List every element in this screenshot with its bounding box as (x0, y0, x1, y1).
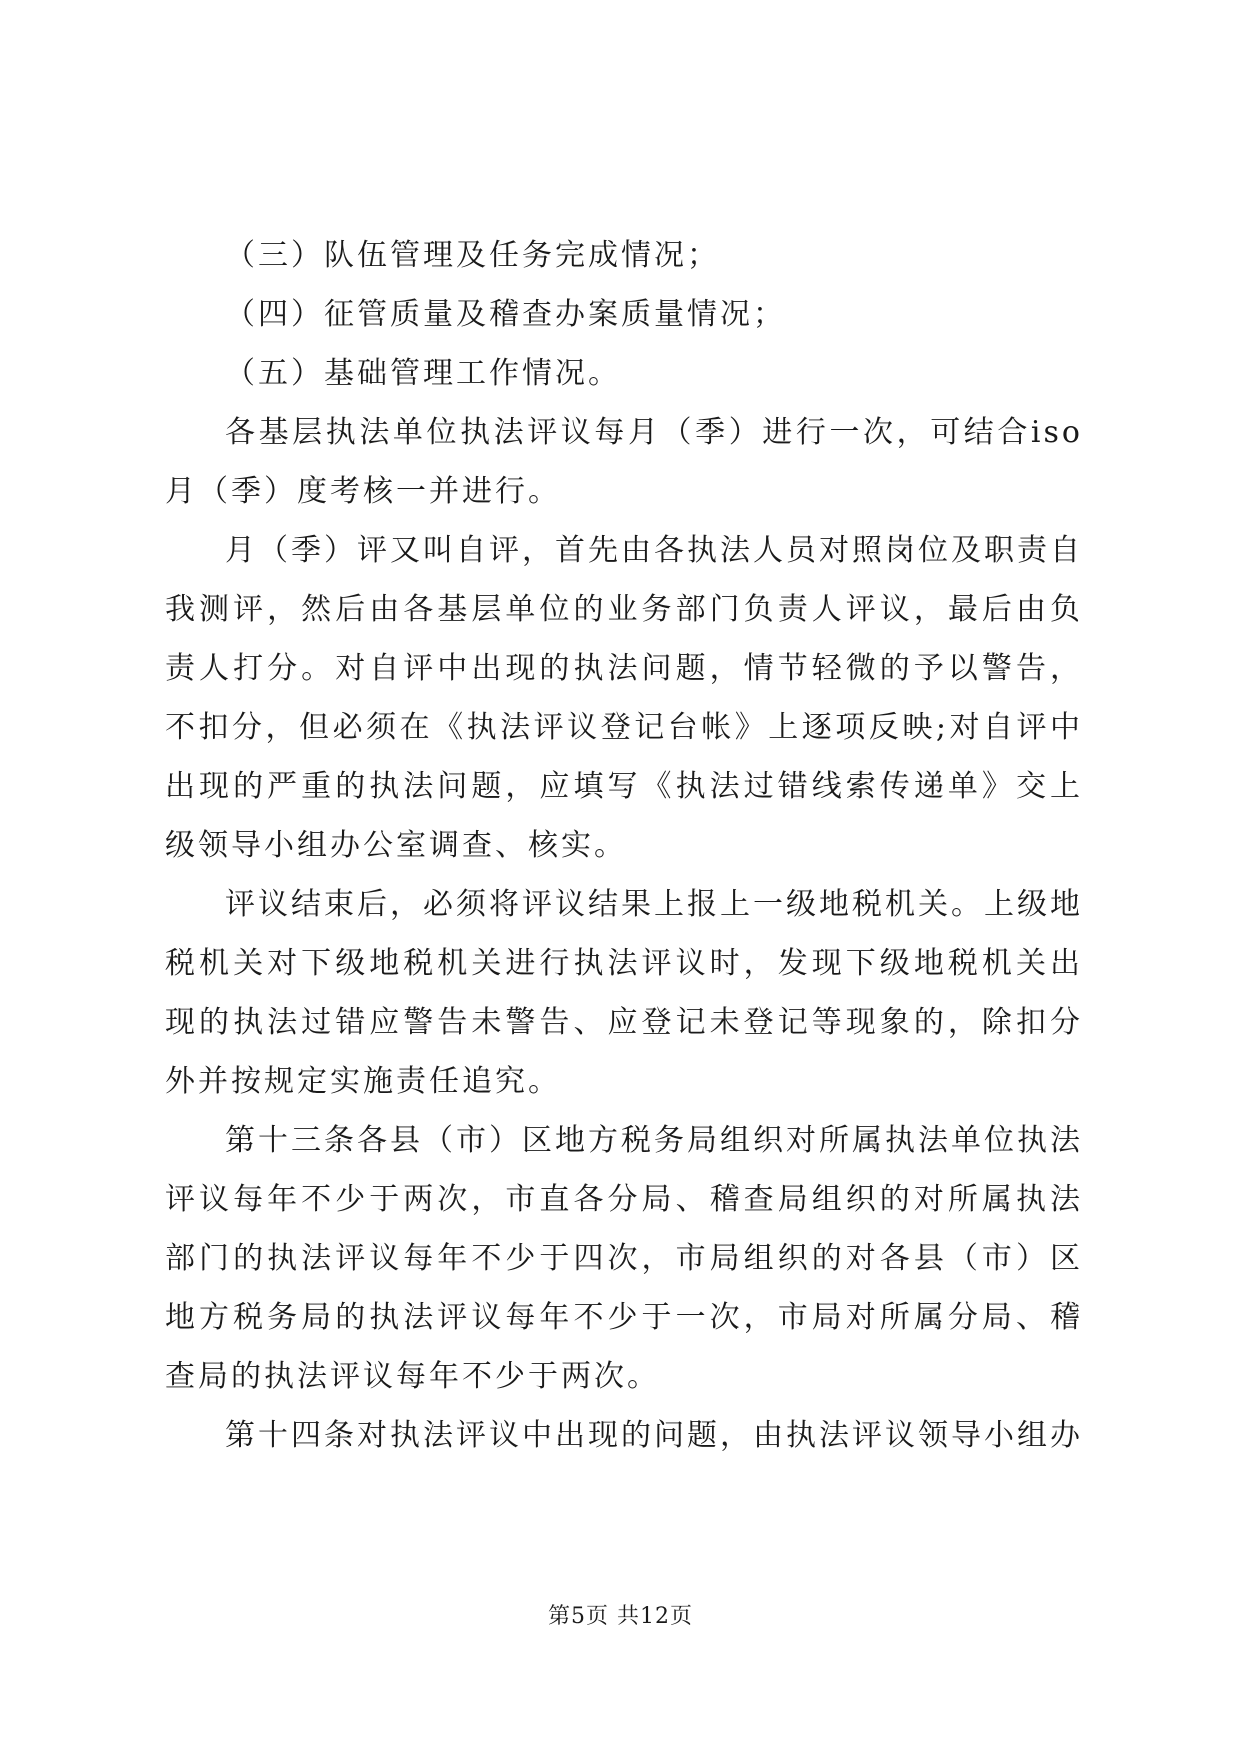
paragraph-report-results: 评议结束后，必须将评议结果上报上一级地税机关。上级地税机关对下级地税机关进行执法评议时，发现下级地税机关出现的执法过错应警告未警告、应登记未登记等现象的，除扣分外并按规定实施责任追究。 (165, 887, 1083, 1099)
paragraph-article-13: 第十三条各县（市）区地方税务局组织对所属执法单位执法评议每年不少于两次，市直各分局、稽查局组织的对所属执法部门的执法评议每年不少于四次，市局组织的对各县（市）区地方税务局的执法评议每年不少于一次，市局对所属分局、稽查局的执法评议每年不少于两次。 (165, 1123, 1083, 1394)
page-number-footer: 第5页 共12页 (548, 1604, 693, 1629)
paragraph-review-frequency: 各基层执法单位执法评议每月（季）进行一次，可结合iso月（季）度考核一并进行。 (165, 415, 1083, 509)
document-body (165, 226, 1083, 1465)
paragraph-self-review: 月（季）评又叫自评，首先由各执法人员对照岗位及职责自我测评，然后由各基层单位的业务部门负责人评议，最后由负责人打分。对自评中出现的执法问题，情节轻微的予以警告，不扣分，但必须在《执法评议登记台帐》上逐项反映;对自评中出现的严重的执法问题，应填写《执法过错线索传递单》交上级领导小组办公室调查、核实。 (165, 533, 1083, 863)
paragraph-item-4: （四）征管质量及稽查办案质量情况； (225, 297, 786, 332)
paragraph-item-3: （三）队伍管理及任务完成情况； (225, 238, 720, 273)
paragraph-article-14: 第十四条对执法评议中出现的问题，由执法评议领导小组办 (225, 1418, 1083, 1453)
paragraph-item-5: （五）基础管理工作情况。 (225, 356, 621, 391)
